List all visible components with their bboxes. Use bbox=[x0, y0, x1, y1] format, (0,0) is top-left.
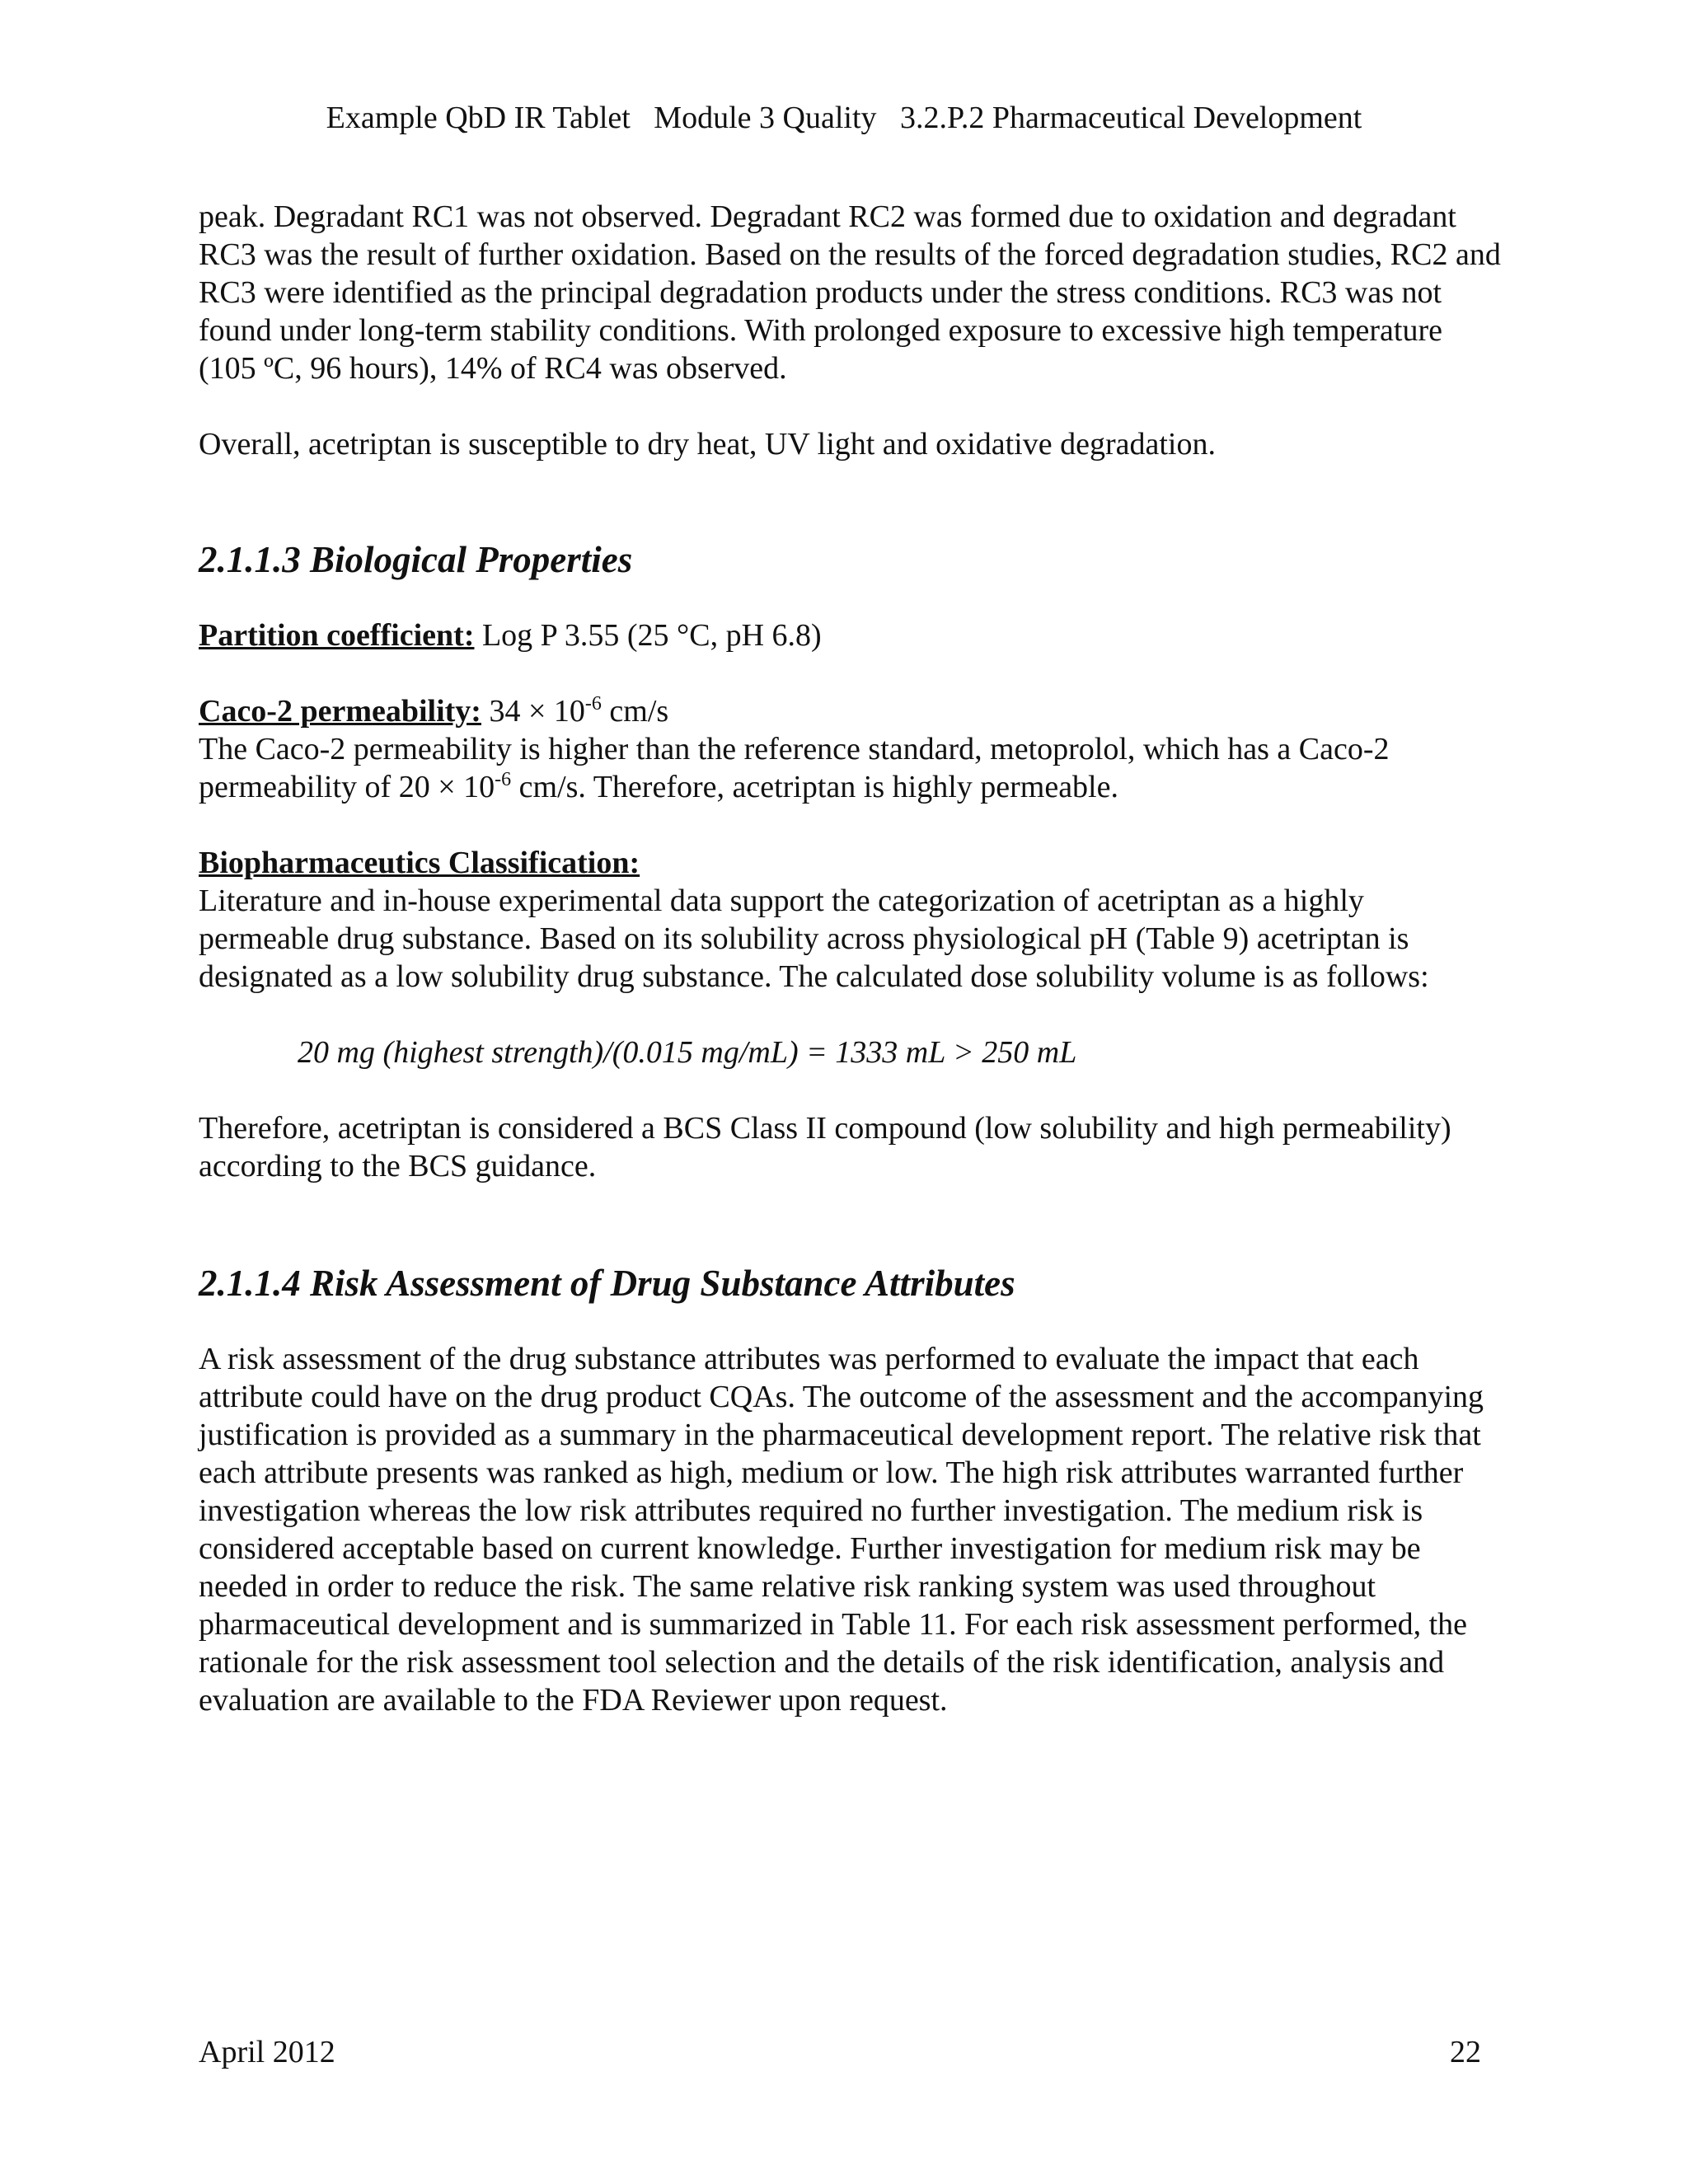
degradation-paragraph: peak. Degradant RC1 was not observed. Degradant RC2 was formed due to oxidation and degradant RC3 was the result of further oxidation. Based on the results of the forced degradation studies, RC2 and RC3 were identified as the principal degradation products under the stress conditions. RC3 was not found under long-term stability conditions. With prolonged exposure to excessive high temperature (105 ºC, 96 hours), 14% of RC4 was observed. bbox=[199, 199, 1501, 386]
caco2-desc-tail: cm/s. Therefore, acetriptan is highly permeable. bbox=[511, 770, 1118, 804]
bcs-paragraph: Literature and in-house experimental data support the categorization of acetriptan as a highly permeable drug substance. Based on its solubility across physiological pH (Table 9) acetriptan is designated as a low solubility drug substance. The calculated dose solubility volume is as follows: bbox=[199, 883, 1429, 994]
document-body bbox=[199, 198, 1501, 1757]
susceptibility-paragraph: Overall, acetriptan is susceptible to dry heat, UV light and oxidative degradation. bbox=[199, 427, 1216, 462]
page-header: Example QbD IR Tablet Module 3 Quality 3.2.P.2 Pharmaceutical Development bbox=[326, 101, 1362, 135]
dose-solubility-equation: 20 mg (highest strength)/(0.015 mg/mL) = 1333 mL > 250 mL bbox=[298, 1035, 1077, 1070]
bcs-label-line bbox=[199, 844, 1501, 882]
bcs-label: Biopharmaceutics Classification: bbox=[199, 846, 640, 880]
partition-coefficient-label: Partition coefficient: bbox=[199, 618, 475, 653]
partition-coefficient-line bbox=[199, 616, 1501, 654]
caco2-unit: cm/s bbox=[601, 694, 669, 729]
footer-date: April 2012 bbox=[199, 2035, 335, 2069]
caco2-desc-text: The Caco-2 permeability is higher than the reference standard, metoprolol, which has a Caco-2 permeability of 20 × 10 bbox=[199, 732, 1390, 804]
risk-assessment-heading: 2.1.1.4 Risk Assessment of Drug Substance Attributes bbox=[199, 1263, 1015, 1304]
partition-coefficient-value: Log P 3.55 (25 °C, pH 6.8) bbox=[474, 618, 822, 653]
caco2-value: 34 × 10 bbox=[481, 694, 585, 729]
biological-properties-heading: 2.1.1.3 Biological Properties bbox=[199, 539, 633, 580]
caco2-exponent: -6 bbox=[584, 693, 602, 715]
bcs-conclusion: Therefore, acetriptan is considered a BCS Class II compound (low solubility and high permeability) according to the BCS guidance. bbox=[199, 1111, 1451, 1183]
caco2-desc-exponent: -6 bbox=[495, 769, 512, 790]
caco2-label: Caco-2 permeability: bbox=[199, 694, 481, 729]
caco2-line bbox=[199, 692, 1501, 730]
risk-assessment-paragraph: A risk assessment of the drug substance attributes was performed to evaluate the impact that each attribute could have on the drug product CQAs. The outcome of the assessment and the accompanying justification is provided as a summary in the pharmaceutical development report. The relative risk that each attribute presents was ranked as high, medium or low. The high risk attributes warranted further investigation whereas the low risk attributes required no further investigation. The medium risk is considered acceptable based on current knowledge. Further investigation for medium risk may be needed in order to reduce the risk. The same relative risk ranking system was used throughout pharmaceutical development and is summarized in Table 11. For each risk assessment performed, the rationale for the risk assessment tool selection and the details of the risk identification, analysis and evaluation are available to the FDA Reviewer upon request. bbox=[199, 1342, 1484, 1718]
caco2-description bbox=[199, 730, 1501, 806]
page-number: 22 bbox=[1450, 2035, 1481, 2069]
